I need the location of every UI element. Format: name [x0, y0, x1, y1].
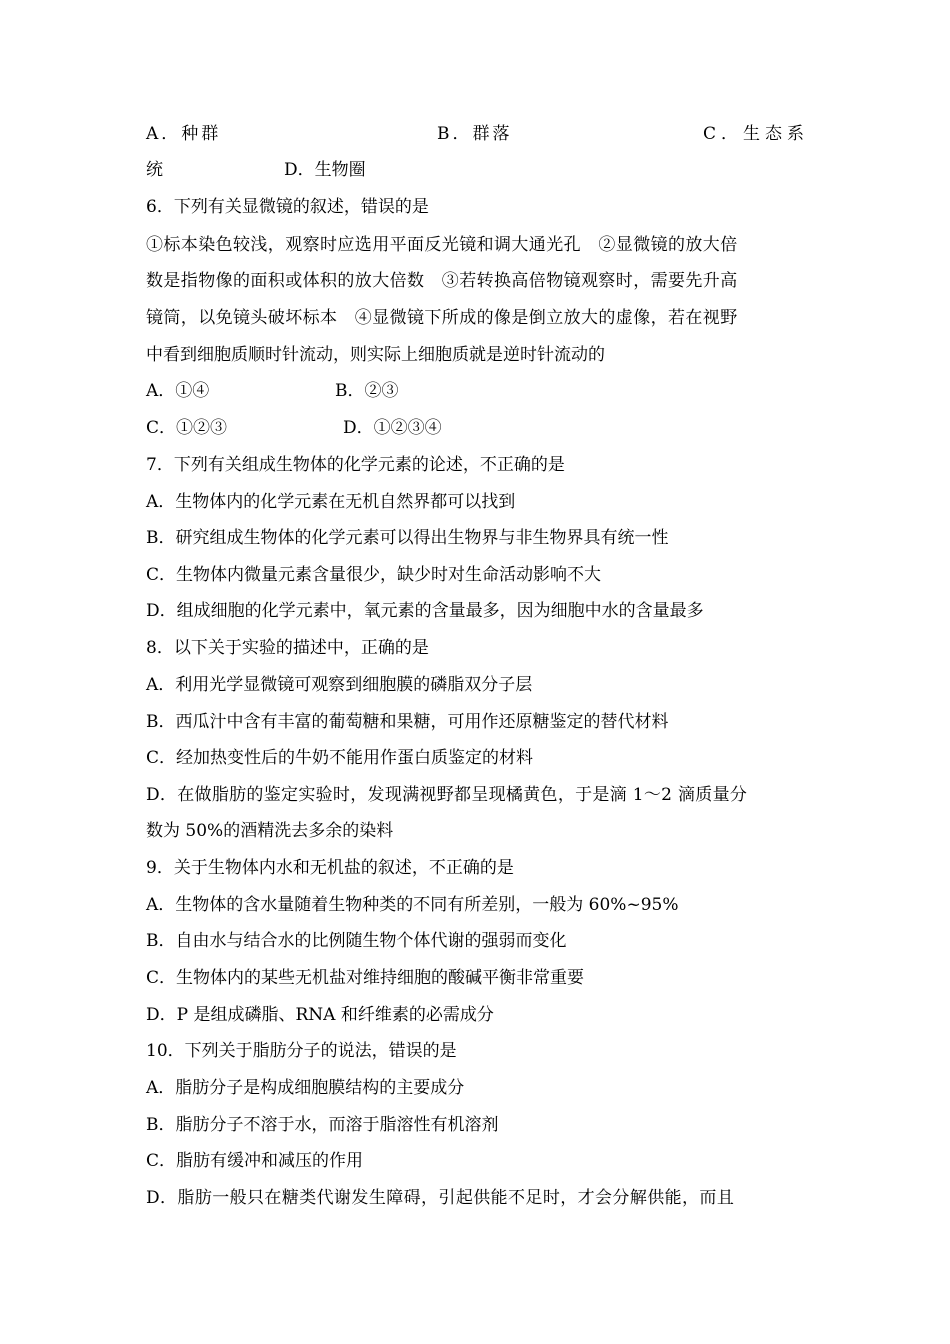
q8-option-b: B．西瓜汁中含有丰富的葡萄糖和果糖，可用作还原糖鉴定的替代材料	[146, 712, 669, 732]
question-6-text: 镜筒，以免镜头破坏标本 ④显微镜下所成的像是倒立放大的虚像，若在视野	[146, 308, 738, 328]
q10-option-b: B．脂肪分子不溶于水，而溶于脂溶性有机溶剂	[146, 1115, 499, 1135]
option-d: D．生物圈	[284, 160, 366, 180]
option-c: C．生态系	[703, 124, 810, 144]
q8-option-d-cont: 数为 50%的酒精洗去多余的染料	[146, 821, 394, 841]
option-c-cont: 统	[146, 160, 163, 180]
question-7: 7．下列有关组成生物体的化学元素的论述，不正确的是	[146, 455, 565, 475]
q7-option-b: B．研究组成生物体的化学元素可以得出生物界与非生物界具有统一性	[146, 528, 669, 548]
q8-option-a: A．利用光学显微镜可观察到细胞膜的磷脂双分子层	[146, 675, 533, 695]
q6-option-d: D．①②③④	[343, 418, 442, 438]
question-10: 10．下列关于脂肪分子的说法，错误的是	[146, 1041, 457, 1061]
q7-option-a: A．生物体内的化学元素在无机自然界都可以找到	[146, 492, 516, 512]
q6-option-c: C．①②③	[146, 418, 228, 438]
q8-option-c: C．经加热变性后的牛奶不能用作蛋白质鉴定的材料	[146, 748, 534, 768]
q10-option-d: D．脂肪一般只在糖类代谢发生障碍，引起供能不足时，才会分解供能，而且	[146, 1188, 735, 1208]
q6-option-b: B．②③	[335, 381, 399, 401]
question-8: 8．以下关于实验的描述中，正确的是	[146, 638, 429, 658]
question-9: 9．关于生物体内水和无机盐的叙述，不正确的是	[146, 858, 514, 878]
q10-option-c: C．脂肪有缓冲和减压的作用	[146, 1151, 364, 1171]
q10-option-a: A．脂肪分子是构成细胞膜结构的主要成分	[146, 1078, 465, 1098]
q9-option-b: B．自由水与结合水的比例随生物个体代谢的强弱而变化	[146, 931, 567, 951]
question-6-text: ①标本染色较浅，观察时应选用平面反光镜和调大通光孔 ②显微镜的放大倍	[146, 235, 738, 255]
question-6-text: 中看到细胞质顺时针流动，则实际上细胞质就是逆时针流动的	[146, 345, 605, 365]
option-b: B．群落	[437, 124, 513, 144]
q9-option-c: C．生物体内的某些无机盐对维持细胞的酸碱平衡非常重要	[146, 968, 585, 988]
question-6-text: 数是指物像的面积或体积的放大倍数 ③若转换高倍物镜观察时，需要先升高	[146, 271, 738, 291]
q7-option-d: D．组成细胞的化学元素中，氧元素的含量最多，因为细胞中水的含量最多	[146, 601, 704, 621]
question-6: 6．下列有关显微镜的叙述，错误的是	[146, 197, 429, 217]
q8-option-d: D．在做脂肪的鉴定实验时，发现满视野都呈现橘黄色，于是滴 1～2 滴质量分	[146, 785, 748, 805]
q6-option-a: A．①④	[146, 381, 210, 401]
q7-option-c: C．生物体内微量元素含量很少，缺少时对生命活动影响不大	[146, 565, 602, 585]
q9-option-a: A．生物体的含水量随着生物种类的不同有所差别，一般为 60%~95%	[146, 895, 679, 915]
q9-option-d: D．P 是组成磷脂、RNA 和纤维素的必需成分	[146, 1005, 494, 1025]
option-a: A．种群	[146, 124, 222, 144]
